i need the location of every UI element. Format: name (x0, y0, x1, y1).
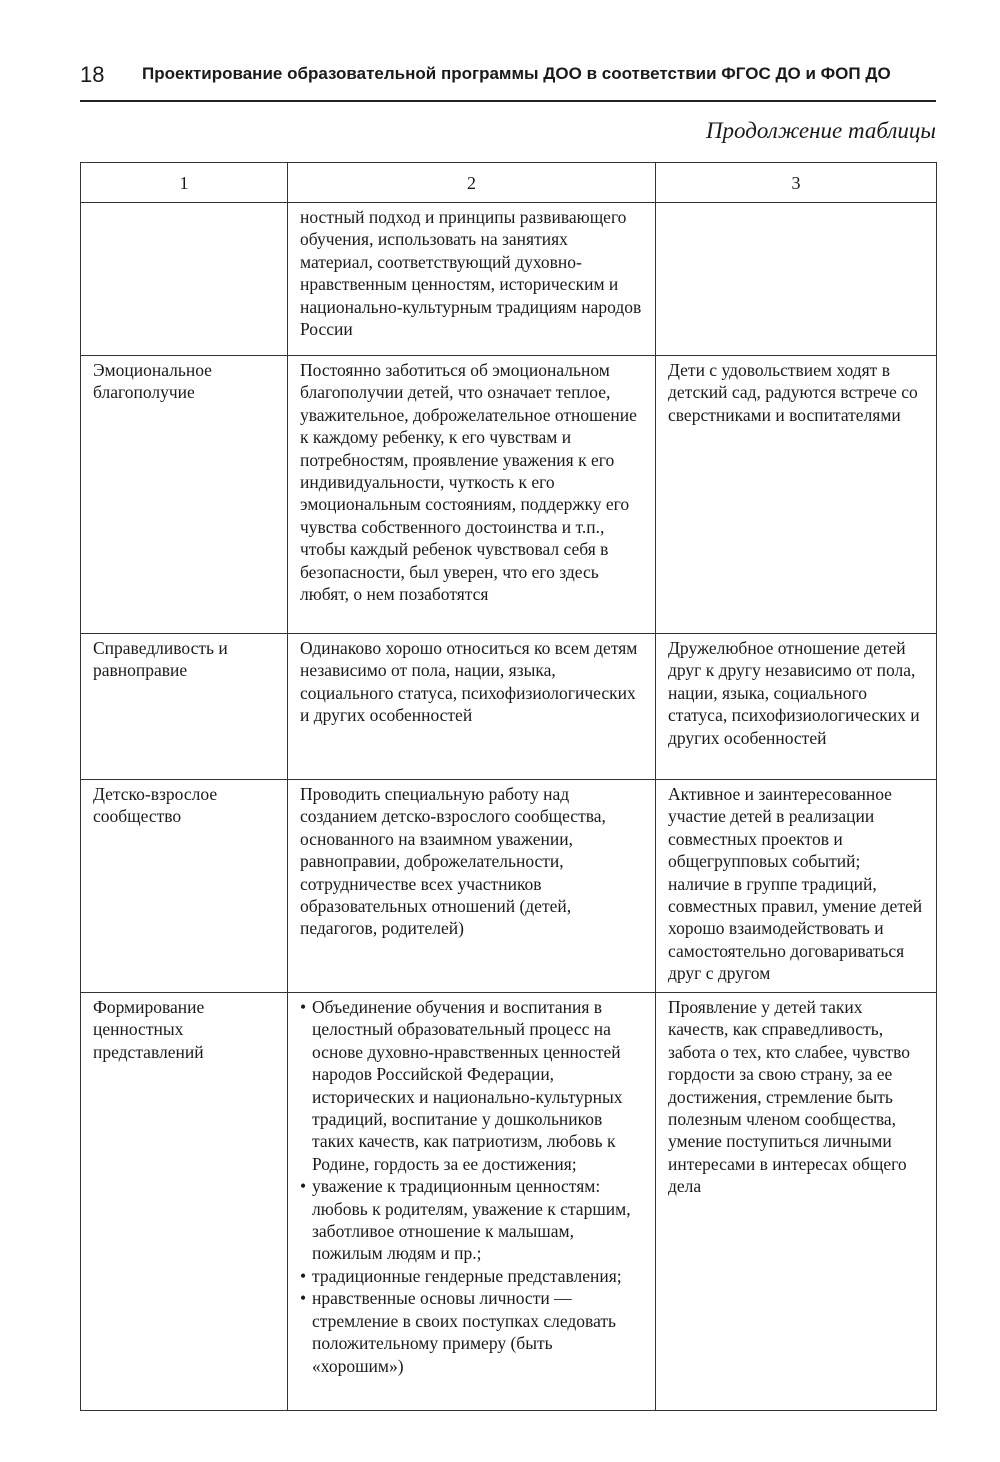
row-principle: Формирование ценностных представлений (81, 993, 288, 1411)
row-principle: Эмоциональное благополучие (81, 356, 288, 634)
page-number: 18 (80, 62, 105, 87)
row-outcome: Активное и заинтересованное участие детей в реализации совместных проектов и общегрупповых событий; наличие в группе традиций, совместных правил, умение детей хорошо взаимодействовать и самостоятельно договариваться друг с другом (656, 780, 937, 993)
list-item: • Объединение обучения и воспитания в целостный образовательный процесс на основе духовно-нравственных ценностей народов Российской Федерации, исторических и национально-культурных традиций, воспитание у дошкольников таких качеств, как патриотизм, любовь к Родине, гордость за ее достижения; (300, 996, 645, 1175)
row-outcome: Дружелюбное отношение детей друг к другу независимо от пола, нации, языка, социального статуса, психофизиологических и других особенностей (656, 634, 937, 780)
list-item: • нравственные основы личности — стремление в своих поступках следовать положительному примеру (быть «хорошим») (300, 1287, 645, 1377)
row-tasks: Проводить специальную работу над созданием детско-взрослого сообщества, основанного на взаимном уважении, равноправии, доброжелательности, сотрудничестве всех участников образовательных отношений (детей, педагогов, родителей) (288, 780, 656, 993)
row-tasks: Постоянно заботиться об эмоциональном благополучии детей, что означает теплое, уважительное, доброжелательное отношение к каждому ребенку, к его чувствам и потребностям, проявление уважения к его индивидуальности, чуткость к его эмоциональным состояниям, поддержку его чувства собственного достоинства и т.п., чтобы каждый ребенок чувствовал себя в безопасности, был уверен, что его здесь любят, о нем позаботятся (288, 356, 656, 634)
table-header-row (81, 163, 937, 203)
column-header-2: 2 (288, 163, 656, 203)
column-header-3: 3 (656, 163, 937, 203)
row-principle: Справедливость и равноправие (81, 634, 288, 780)
table-row (81, 634, 937, 780)
running-title: Проектирование образовательной программы ДОО в соответствии ФГОС ДО и ФОП ДО (142, 64, 891, 83)
row-tasks: Одинаково хорошо относиться ко всем детям независимо от пола, нации, языка, социального статуса, психофизиологических и других особенностей (288, 634, 656, 780)
continuation-label: Продолжение таблицы (705, 118, 936, 143)
table-row (81, 203, 937, 356)
page-header (80, 60, 936, 102)
table-row (81, 356, 937, 634)
list-item: • уважение к традиционным ценностям: любовь к родителям, уважение к старшим, заботливое отношение к малышам, пожилым людям и пр.; (300, 1175, 645, 1265)
row-outcome: Дети с удовольствием ходят в детский сад, радуются встрече со сверстниками и воспитателями (656, 356, 937, 634)
column-header-1: 1 (81, 163, 288, 203)
row-tasks: ностный подход и принципы развивающего обучения, использовать на занятиях материал, соответствующий духовно-нравственным ценностям, историческим и национально-культурным традициям народов России (288, 203, 656, 356)
bullet-list (300, 996, 645, 1377)
row-principle: Детско-взрослое сообщество (81, 780, 288, 993)
row-outcome (656, 203, 937, 356)
row-tasks (288, 993, 656, 1411)
list-item: • традиционные гендерные представления; (300, 1265, 645, 1287)
values-table (80, 162, 937, 1411)
table-row (81, 993, 937, 1411)
row-principle (81, 203, 288, 356)
table-row (81, 780, 937, 993)
row-outcome: Проявление у детей таких качеств, как справедливость, забота о тех, кто слабее, чувство гордости за свою страну, за ее достижения, стремление быть полезным членом сообщества, умение поступиться личными интересами в интересах общего дела (656, 993, 937, 1411)
